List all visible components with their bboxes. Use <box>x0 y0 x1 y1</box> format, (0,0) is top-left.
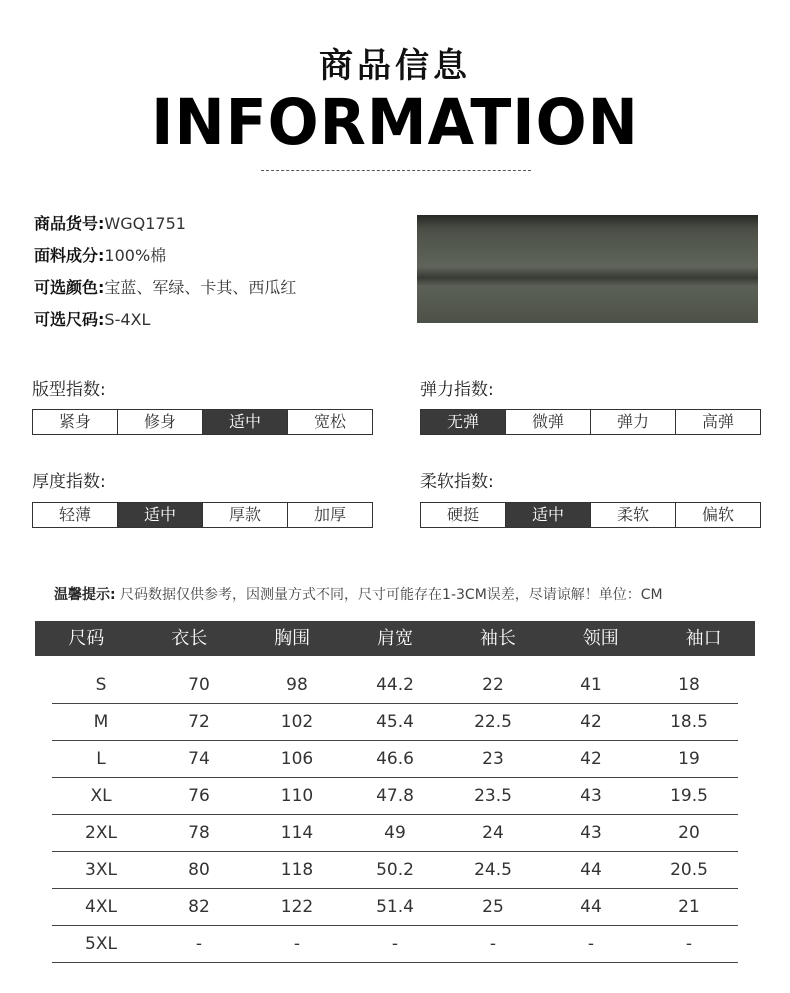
stretch-option-selected: 无弹 <box>421 410 505 434</box>
table-cell: 42 <box>580 712 602 732</box>
page-title-en: INFORMATION <box>151 86 639 160</box>
table-cell: 41 <box>580 675 602 695</box>
table-cell: 44 <box>580 860 602 880</box>
thickness-option-selected: 适中 <box>117 503 202 527</box>
info-key: 面料成分: <box>34 246 105 265</box>
column-header: 尺码 <box>68 628 105 649</box>
table-cell: 19 <box>678 749 700 769</box>
stretch-option: 弹力 <box>590 410 675 434</box>
tip-prefix: 温馨提示: <box>54 587 116 603</box>
table-cell: 42 <box>580 749 602 769</box>
table-row <box>52 853 738 889</box>
table-cell: 50.2 <box>376 860 414 880</box>
info-key: 可选颜色: <box>34 278 105 297</box>
softness-option: 柔软 <box>590 503 675 527</box>
table-cell: - <box>391 934 399 954</box>
column-header: 肩宽 <box>377 628 413 649</box>
info-row-fabric <box>34 242 296 274</box>
table-cell: 3XL <box>85 860 117 880</box>
table-row <box>52 927 738 963</box>
column-header: 袖长 <box>479 628 516 649</box>
table-cell: 82 <box>188 897 210 917</box>
table-cell: 2XL <box>85 823 117 843</box>
softness-index-scale <box>420 502 761 528</box>
title-divider <box>261 170 531 171</box>
table-cell: 19.5 <box>670 786 708 806</box>
table-row <box>52 668 738 704</box>
page-title-cn: 商品信息 <box>319 46 471 86</box>
table-cell: 102 <box>280 712 314 732</box>
column-header: 领围 <box>582 628 619 649</box>
product-info <box>34 210 296 338</box>
thickness-option: 厚款 <box>202 503 287 527</box>
info-row-sku <box>34 210 296 242</box>
table-cell: L <box>96 749 106 769</box>
stretch-index-label: 弹力指数: <box>420 380 494 400</box>
info-row-colors <box>34 274 296 306</box>
thickness-index-label: 厚度指数: <box>32 472 106 492</box>
table-cell: 18 <box>678 675 700 695</box>
info-value: S-4XL <box>104 310 151 329</box>
table-cell: 46.6 <box>376 749 414 769</box>
table-cell: 122 <box>280 897 314 917</box>
table-row <box>52 779 738 815</box>
size-table <box>52 668 738 964</box>
table-cell: 22 <box>482 675 504 695</box>
table-cell: - <box>489 934 497 954</box>
table-cell: 72 <box>188 712 210 732</box>
info-value: 宝蓝、军绿、卡其、西瓜红 <box>104 278 297 297</box>
fit-index-label: 版型指数: <box>32 380 106 400</box>
table-cell: 47.8 <box>376 786 414 806</box>
table-cell: - <box>685 934 693 954</box>
tip-text: 尺码数据仅供参考，因测量方式不同，尺寸可能存在1-3CM误差，尽请谅解！单位：CM <box>115 587 663 603</box>
table-row <box>52 816 738 852</box>
thickness-option: 加厚 <box>287 503 372 527</box>
info-value: 100%棉 <box>104 246 167 265</box>
info-value: WGQ1751 <box>104 214 186 233</box>
column-header: 胸围 <box>274 628 311 649</box>
softness-index-label: 柔软指数: <box>420 472 494 492</box>
info-key: 可选尺码: <box>34 310 105 329</box>
fabric-swatch-image <box>417 215 758 323</box>
softness-option: 硬挺 <box>446 505 479 524</box>
fit-option-selected: 适中 <box>202 410 287 434</box>
table-cell: 74 <box>188 749 210 769</box>
table-cell: 21 <box>678 897 700 917</box>
table-cell: 80 <box>188 860 210 880</box>
table-cell: 49 <box>384 823 406 843</box>
table-cell: 20 <box>678 823 700 843</box>
column-header: 袖口 <box>685 628 722 649</box>
table-cell: 76 <box>188 786 210 806</box>
table-cell: 51.4 <box>376 897 414 917</box>
table-cell: 5XL <box>85 934 117 954</box>
table-cell: 43 <box>580 823 602 843</box>
table-cell: 118 <box>280 860 314 880</box>
table-cell: 4XL <box>85 897 117 917</box>
table-row <box>52 742 738 778</box>
table-cell: 106 <box>280 749 314 769</box>
fit-index-scale <box>32 409 373 435</box>
size-tip <box>54 584 663 604</box>
table-cell: 114 <box>280 823 314 843</box>
table-cell: 24.5 <box>474 860 512 880</box>
info-row-sizes <box>34 306 296 338</box>
table-cell: 23 <box>482 749 504 769</box>
table-cell: 43 <box>580 786 602 806</box>
table-cell: 110 <box>280 786 314 806</box>
table-cell: S <box>95 675 107 695</box>
table-cell: 25 <box>482 897 504 917</box>
fit-option: 修身 <box>117 410 202 434</box>
table-row <box>52 705 738 741</box>
table-row <box>52 890 738 926</box>
softness-option: 偏软 <box>675 503 760 527</box>
table-cell: 20.5 <box>670 860 708 880</box>
table-cell: 22.5 <box>474 712 512 732</box>
info-key: 商品货号: <box>34 214 105 233</box>
table-cell: 78 <box>188 823 210 843</box>
fit-option: 宽松 <box>287 410 372 434</box>
table-cell: 18.5 <box>670 712 708 732</box>
stretch-index-scale <box>420 409 761 435</box>
table-cell: 98 <box>286 675 308 695</box>
table-cell: 24 <box>482 823 504 843</box>
stretch-option: 微弹 <box>505 410 590 434</box>
table-cell: - <box>293 934 301 954</box>
fit-option: 紧身 <box>58 412 91 431</box>
table-cell: 23.5 <box>474 786 512 806</box>
table-cell: - <box>587 934 595 954</box>
table-cell: 70 <box>188 675 210 695</box>
table-cell: 44 <box>580 897 602 917</box>
table-cell: 45.4 <box>376 712 414 732</box>
table-cell: - <box>195 934 203 954</box>
thickness-index-scale <box>32 502 373 528</box>
table-cell: 44.2 <box>376 675 414 695</box>
thickness-option: 轻薄 <box>58 505 91 524</box>
size-table-header <box>35 621 755 656</box>
softness-option-selected: 适中 <box>505 503 590 527</box>
stretch-option: 高弹 <box>675 410 760 434</box>
table-cell: M <box>93 712 109 732</box>
table-cell: XL <box>90 786 112 806</box>
column-header: 衣长 <box>171 628 208 649</box>
